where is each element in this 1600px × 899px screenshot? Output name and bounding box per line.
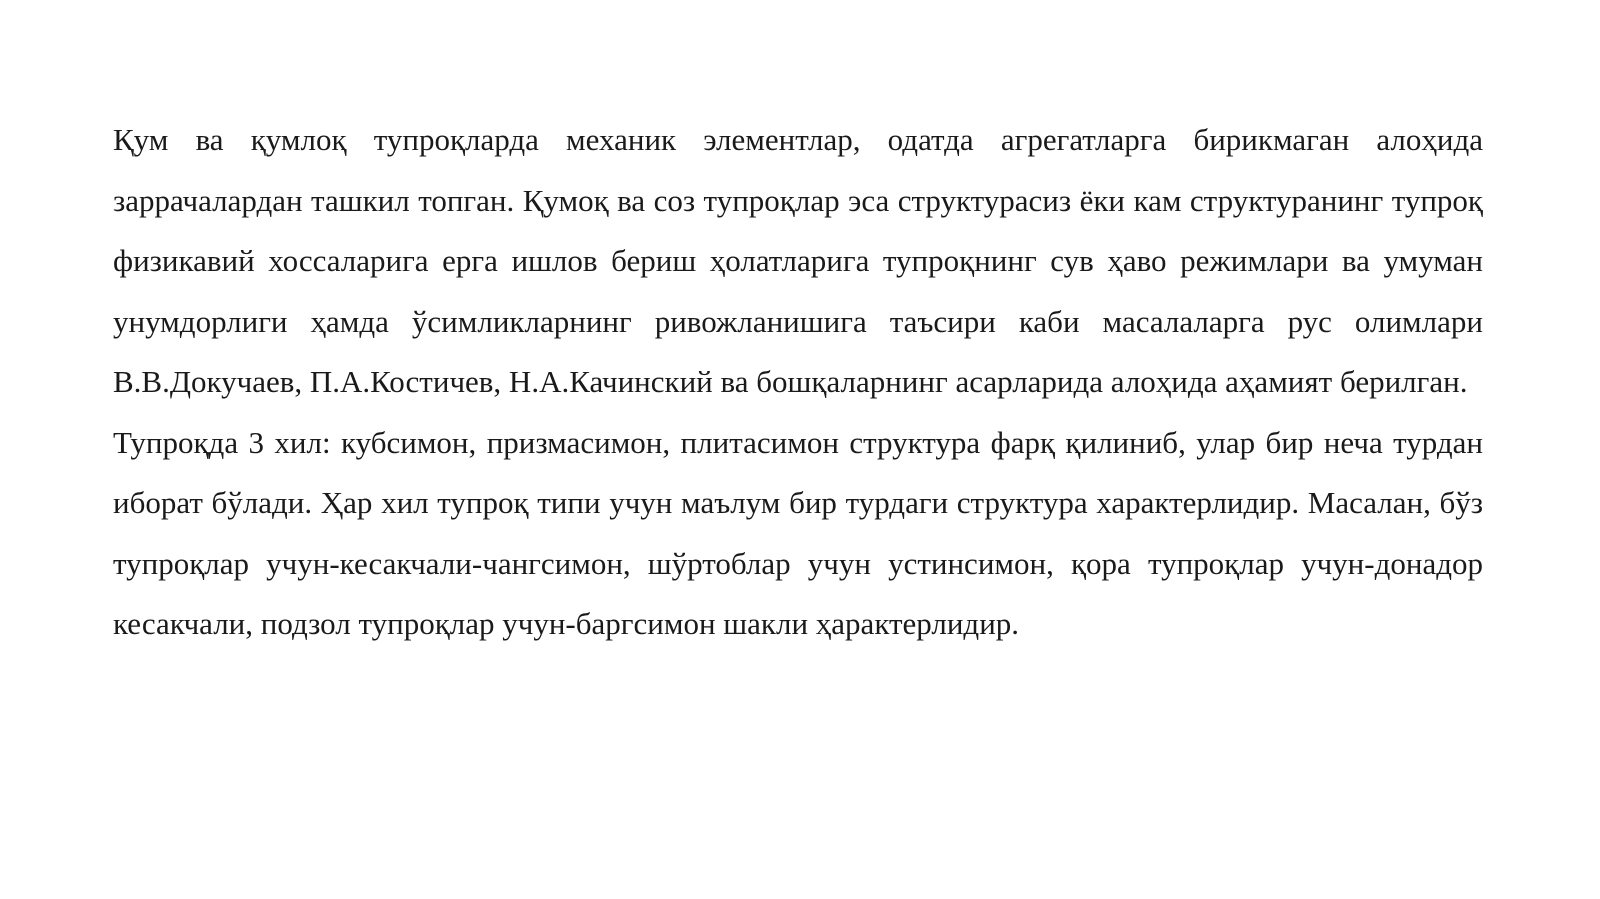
paragraph-2: Тупроқда 3 хил: кубсимон, призмасимон, плитасимон структура фарқ қилиниб, улар бир неча турдан иборат бўлади. Ҳар хил тупроқ типи учун маълум бир турдаги структура характерлидир. Масалан, бўз тупроқлар учун-кесакчали-чангсимон, шўртоблар учун устинсимон, қора тупроқлар учун-донадор кесакчали, подзол тупроқлар учун-баргсимон шакли ҳарактерлидир. [113,424,1483,641]
body-text [113,110,1483,655]
paragraph-1: Қум ва қумлоқ тупроқларда механик элементлар, одатда агрегатларга бирикмаган алоҳида заррачалардан ташкил топган. Қумоқ ва соз тупроқлар эса структурасиз ёки кам структуранинг тупроқ физикавий хоссаларига ерга ишлов бериш ҳолатларига тупроқнинг сув ҳаво режимлари ва умуман унумдорлиги ҳамда ўсимликларнинг ривожланишига таъсири каби масалаларга рус олимлари В.В.Докучаев, П.А.Костичев, Н.А.Качинский ва бошқаларнинг асарларида алоҳида аҳамият берилган. [113,122,1483,399]
